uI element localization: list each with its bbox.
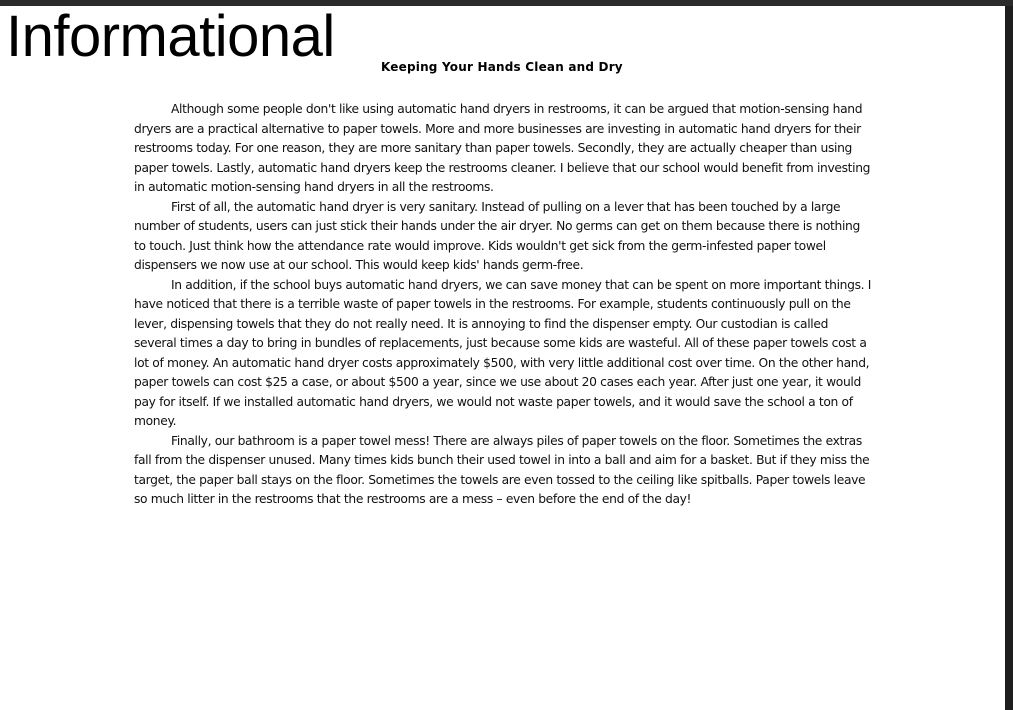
essay-title: Keeping Your Hands Clean and Dry: [381, 60, 623, 74]
document-page: [0, 6, 1005, 710]
page-heading: Informational: [6, 6, 335, 69]
essay-body: [134, 100, 872, 510]
essay-paragraph-1: Although some people don't like using automatic hand dryers in restrooms, it can be argued that motion-sensing hand dryers are a practical alternative to paper towels. More and more businesses are investing in automatic hand dryers for their restrooms today. For one reason, they are more sanitary than paper towels. Secondly, they are actually cheaper than using paper towels. Lastly, automatic hand dryers keep the restrooms cleaner. I believe that our school would benefit from investing in automatic motion-sensing hand dryers in all the restrooms.: [134, 102, 871, 194]
window-edge: [1005, 6, 1013, 710]
essay-paragraph-4: Finally, our bathroom is a paper towel mess! There are always piles of paper towels on the floor. Sometimes the extras fall from the dispenser unused. Many times kids bunch their used towel in into a ball and aim for a basket. But if they miss the target, the paper ball stays on the floor. Sometimes the towels are even tossed to the ceiling like spitballs. Paper towels leave so much litter in the restrooms that the restrooms are a mess – even before the end of the day!: [134, 433, 870, 506]
essay-paragraph-3: In addition, if the school buys automatic hand dryers, we can save money that can be spent on more important things. I have noticed that there is a terrible waste of paper towels in the restrooms. For example, students continuously pull on the lever, dispensing towels that they do not really need. It is annoying to find the dispenser empty. Our custodian is called several times a day to bring in bundles of replacements, just because some kids are wasteful. All of these paper towels cost a lot of money. An automatic hand dryer costs approximately $500, with very little additional cost over time. On the other hand, paper towels can cost $25 a case, or about $500 a year, since we use about 20 cases each year. After just one year, it would pay for itself. If we installed automatic hand dryers, we would not waste paper towels, and it would save the school a ton of money.: [134, 277, 872, 428]
essay-paragraph-2: First of all, the automatic hand dryer is very sanitary. Instead of pulling on a lever that has been touched by a large number of students, users can just stick their hands under the air dryer. No germs can get on them because there is nothing to touch. Just think how the attendance rate would improve. Kids wouldn't get sick from the germ-infested paper towel dispensers we now use at our school. This would keep kids' hands germ-free.: [134, 199, 860, 272]
